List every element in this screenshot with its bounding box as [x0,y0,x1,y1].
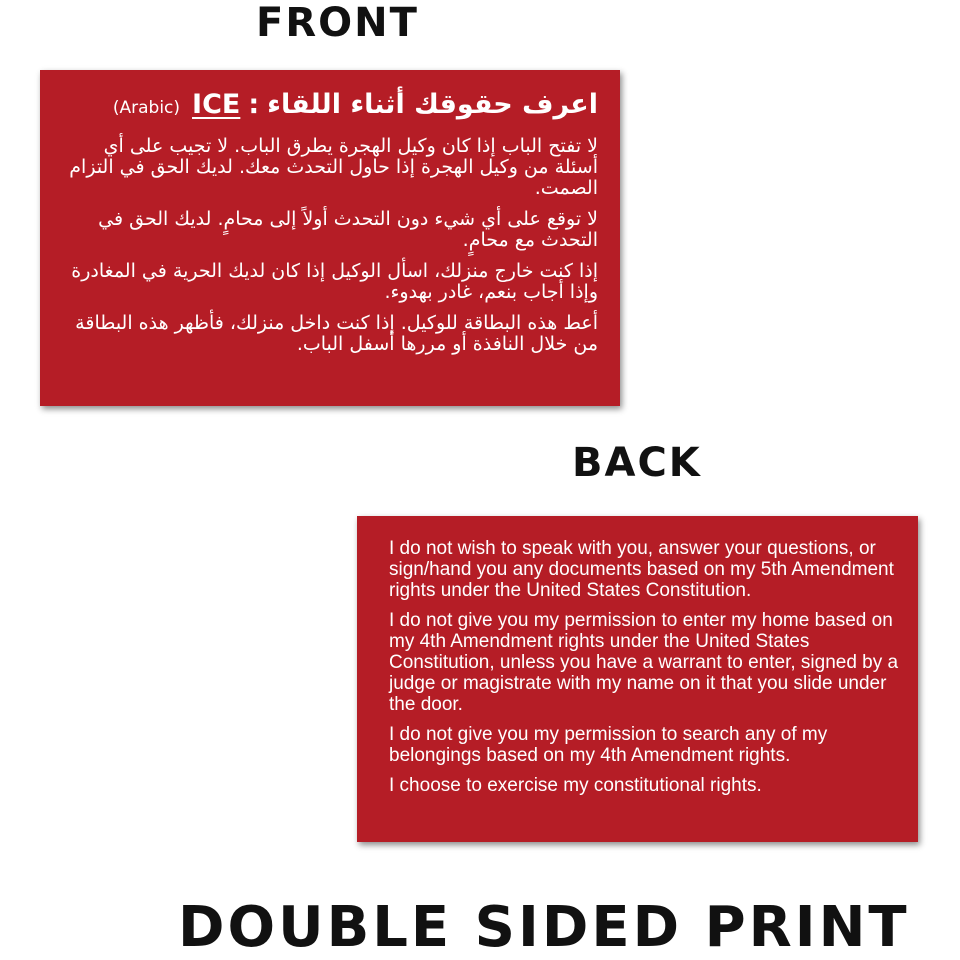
double-sided-print-heading: DOUBLE SIDED PRINT [178,895,910,960]
front-card-title [64,88,598,122]
front-paragraph: لا تفتح الباب إذا كان وكيل الهجرة يطرق الباب. لا تجيب على أي أسئلة من وكيل الهجرة إذا حاول التحدث معك. لديك الحق في التزام الصمت. [69,135,598,199]
back-paragraph: I do not give you my permission to search any of my belongings based on my 4th Amendment rights. [389,724,828,766]
back-paragraph: I choose to exercise my constitutional rights. [389,775,762,796]
front-heading: FRONT [256,0,419,46]
front-paragraph: لا توقع على أي شيء دون التحدث أولاً إلى محامٍ. لديك الحق في التحدث مع محامٍ. [98,208,598,251]
back-heading: BACK [572,440,702,486]
front-title-ice: ICE [192,89,241,120]
back-paragraph: I do not give you my permission to enter my home based on my 4th Amendment rights under the United States Constitution, unless you have a warrant to enter, signed by a judge or magistrate with my name on it that you slide under the door. [389,610,899,715]
front-title-language: (Arabic) [112,98,181,118]
front-title-separator: : [248,89,260,120]
back-paragraph: I do not wish to speak with you, answer your questions, or sign/hand you any documents based on my 5th Amendment rights under the United States Constitution. [389,538,894,601]
front-card [40,70,620,406]
front-paragraph: أعط هذه البطاقة للوكيل. إذا كنت داخل منزلك، فأظهر هذه البطاقة من خلال النافذة أو مررها أسفل الباب. [75,312,598,355]
front-title-arabic: اعرف حقوقك أثناء اللقاء [267,89,598,120]
front-paragraph: إذا كنت خارج منزلك، اسأل الوكيل إذا كان لديك الحرية في المغادرة وإذا أجاب بنعم، غادر بهدوء. [71,260,598,303]
back-card [357,516,918,842]
